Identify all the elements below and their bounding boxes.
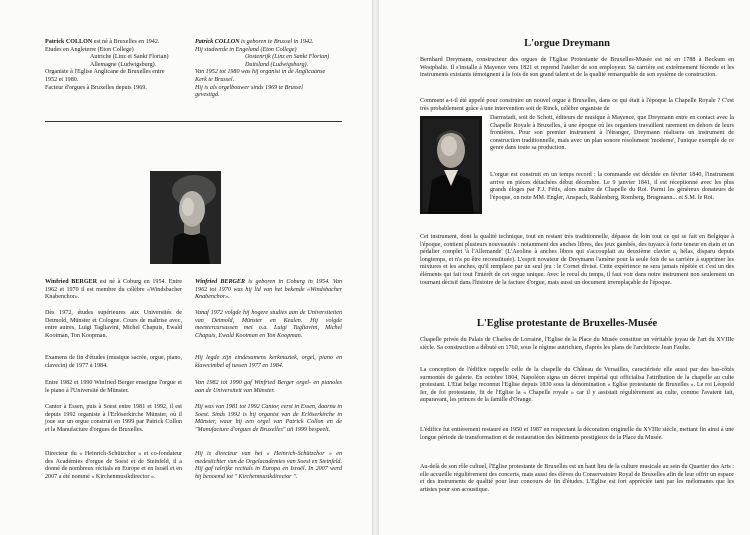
dreymann-paragraph-2-top: Comment a-t-il été appelé pour construire un nouvel orgue à Bruxelles, dans ce qui était à l'époque la Chapelle Royale ? C'est très probablement grâce à une intervention soit de Rinck, célèbre organiste de bbox=[420, 98, 734, 112]
dreymann-paragraph-4: Cet instrument, dont la qualité technique, tout en restant très traditionnelle, dépasse de loin tout ce qui se fait en Belgique à l'époque, contient plusieurs nouveautés : notamment des anches libres, des jeux gambés, des tuyaux à forte teneur en étain et un pédalier complet 'à l'Allemande' (L'Aeoline à anches libres qui s'accouplait au deuxième clavier a, hélas, disparu depuis longtemps, et n'a pu être reconstituée). L'esprit novateur de Dreymann l'amène pour la seule fois de sa carrière à supprimer les mixtures et les anches, qu'il remplace par un seul jeu : le Cornet divisé. Cette expérience ne sera jamais répétée et c'est un des éléments qui fait tout l'intérêt de cet orgue unique. Avec le recul du temps, il faut voir dans notre instrument non seulement un tournant décisif dans l'histoire de la facture d'orgue, mais aussi un document irremplaçable de l'époque. bbox=[420, 234, 734, 286]
berger-name-nl: Winfried BERGER bbox=[195, 279, 246, 285]
collon-bio-nl: Patrick COLLON is geboren te Brussel in 1942. Hij studeerde in Engeland (Eton College) Oostenrijk (Linz en Sankt Florian) Duitsland (Ludwigsburg). Van 1952 tot 1980 was hij organist in de Anglicaanse Kerk te Brussel. Hij is als orgelbouwer sinds 1969 te Brussel gevestigd. bbox=[195, 39, 330, 99]
collon-name-fr: Patrick COLLON bbox=[45, 39, 93, 45]
eglise-paragraph-1: Chapelle privée du Palais de Charles de Lorraine, l'Eglise de la Place du Musée constitue un véritable joyau de l'art du XVIIIe siècle. Sa construction a débuté en 1760, sous le régime autrichien, d'après les plans de l'architecte Jean Faulte. bbox=[420, 337, 734, 351]
eglise-paragraph-4: Au-delà de son rôle cultuel, l'Eglise protestante de Bruxelles est un haut lieu de la culture musicale au sein du Quartier des Arts : elle accueille régulièrement des concerts, mais aussi des élèves du Conservatoire Royal de Bruxelles afin de leur offrir un espace et des instruments de qualité pour leur concours de fin d'études. L'Eglise est fort appréciée tant par les mélomanes que les artistes pour son acoustique. bbox=[420, 464, 734, 493]
heading-eglise-protestante: L'Eglise protestante de Bruxelles-Musée bbox=[476, 318, 658, 329]
berger-fr-p2: Examens de fin d'études (musique sacrée, orgue, piano, clavecin) de 1977 à 1984. bbox=[45, 355, 182, 369]
eglise-paragraph-2: La conception de l'édifice rappelle celle de la chapelle du Château de Versailles, caractérisée elle aussi par des bas-côtés surmontés de galerie. En octobre 1804, Napoléon signa un décret impérial qui officialisa l'attribution de la chapelle au culte protestant. L'Etat belge reconnut l'Eglise depuis 1830 sous la dénomination « Eglise protestante de Bruxelles ». Le roi Léopold Ier, de foi protestante, fit de l'Eglise la « Chapelle royale » car il y assistait régulièrement au culte, comme l'avaient fait, auparavant, les princes de la famille d'Orange. bbox=[420, 367, 734, 404]
dreymann-paragraph-3: L'orgue est construit en un temps record : la commande est décidée en février 1840, l'instrument arrive en pièces détachées début décembre. Le 9 janvier 1841, il est réceptionné avec les plus grands éloges par F.J. Fétis, alors maître de Chapelle du Roi. Parmi les généreux donateurs de l'époque, on note MM. Engler, Anspach, Rahlenberg, Romberg, Brugmann... et S.M. le Roi. bbox=[490, 172, 734, 201]
dreymann-paragraph-2-wrap: Darmstadt, soit de Schott, éditeurs de musique à Mayence, que Dreymann entre en contact avec la Chapelle Royale à Bruxelles, à une époque où les organiers travaillent rarement en dehors de leurs frontières. Pour son premier instrument à l'étranger, Dreymann réalisera un instrument de construction traditionnelle, mais avec un plan sonore résolument 'moderne', l'unique exemple de ce genre dans toute sa production. bbox=[490, 115, 734, 152]
collon-name-nl: Patrick COLLON bbox=[195, 39, 240, 45]
berger-nl-p5: Hij is directeur van het « Heinrich-Schützchor » en medestichter van de Orgelacademies van Soest en Steinfeld. Hij gaf talrijke recitals in Europa en Israël. In 2007 werd hij benoemd tot " Kirchenmusikdirector ". bbox=[195, 451, 342, 480]
berger-nl-p3: Van 1982 tot 1990 gaf Winfried Berger orgel- en pianoles aan de Universiteit van Münster. bbox=[195, 380, 342, 394]
winfried-berger-portrait bbox=[150, 171, 221, 264]
berger-nl-p1: Vanaf 1972 volgde hij hogere studies aan de Universiteiten van Detmold, Münster en Keulen. Hij volgde meestercursussen met o.a. Luigi Tagliavini, Michel Chapuis, Ewald Kooiman en Ton Koopman. bbox=[195, 310, 342, 339]
section-divider bbox=[45, 121, 342, 122]
dreymann-portrait bbox=[420, 116, 482, 214]
left-page bbox=[0, 0, 372, 535]
berger-fr-p4: Cantor à Essen, puis à Soest entre 1981 et 1992, il est depuis 1992 organiste à l'Erlöserkirche Münster, où il joue sur un orgue construit en 1999 par Patrick Collon et la Manufacture d'orgues de Bruxelles. bbox=[45, 404, 182, 433]
berger-fr-p1: Dès 1972, études supérieures aux Universités de Detmold, Münster et Cologne. Cours de maîtrise avec, entre autres, Luigi Tagliavini, Michel Chapuis, Ewald Kooiman, Ton Koopman. bbox=[45, 310, 182, 339]
eglise-paragraph-3: L'édifice fut entièrement restauré en 1950 et 1987 en respectant la décoration originelle du XVIIIe siècle, mettant fin ainsi à une longue période de transformation et de restauration des bâtiments prestigieux de la Place du Musée. bbox=[420, 427, 734, 441]
heading-orgue-dreymann: L'orgue Dreymann bbox=[524, 38, 610, 49]
berger-nl-p4: Hij was van 1981 tot 1992 Cantor, eerst in Essen, daarna in Soest. Sinds 1992 is hij organist van de Erlöserkirche in Münster, waar hij een orgel van Patrick Collon en de "Manufacture d'orgues de Bruxelles" uit 1999 bespeelt. bbox=[195, 404, 342, 433]
right-page bbox=[379, 0, 750, 535]
dreymann-paragraph-1: Bernhard Dreymann, constructeur des orgues de l'Eglise Protestante de Bruxelles-Musée est né en 1788 à Beckum en Westphalie. Il s'installe à Mayence vers 1821 et reprend l'atelier de son employeur. Sa carrière est extrêmement féconde et les instruments existants témoignent à la fois de son grand talent et de la qualité remarquable de son système de construction. bbox=[420, 57, 734, 79]
berger-nl-p2: Hij legde zijn eindexamens kerkmuziek, orgel, piano en klavecimbel af tussen 1977 en 1984. bbox=[195, 355, 342, 369]
berger-intro-fr: Winfried BERGER est né à Coburg en 1954. Entre 1962 et 1970 il est membre du célèbre «Windsbacher Knabenchor». bbox=[45, 279, 182, 301]
berger-fr-p5: Directeur du « Heinrich-Schützchor » et co-fondateur des Académies d'orgue de Soest et de Steinfeld, il a donné de nombreux récitals en Europe et en Israël et en 2007 a été nommé « Kirchenmusikdirector ». bbox=[45, 451, 182, 480]
book-gutter bbox=[372, 0, 379, 535]
berger-name-fr: Winfried BERGER bbox=[45, 279, 98, 285]
collon-bio-fr: Patrick COLLON est né à Bruxelles en 1942. Etudes en Angleterre (Eton College) Autriche (Linz et Sankt Florian) Allemagne (Ludwigsburg). Organiste à l'Eglise Anglicane de Bruxelles entre 1952 et 1980. Facteur d'orgues à Bruxelles depuis 1969. bbox=[45, 39, 169, 91]
berger-intro-nl: Winfried BERGER is geboren in Coburg in 1954. Van 1962 tot 1970 was hij lid van het bekende «Windsbacher Knabenchor». bbox=[195, 279, 342, 301]
berger-fr-p3: Entre 1982 et 1990 Winfried Berger enseigne l'orgue et le piano à l'Université de Münster. bbox=[45, 380, 182, 394]
